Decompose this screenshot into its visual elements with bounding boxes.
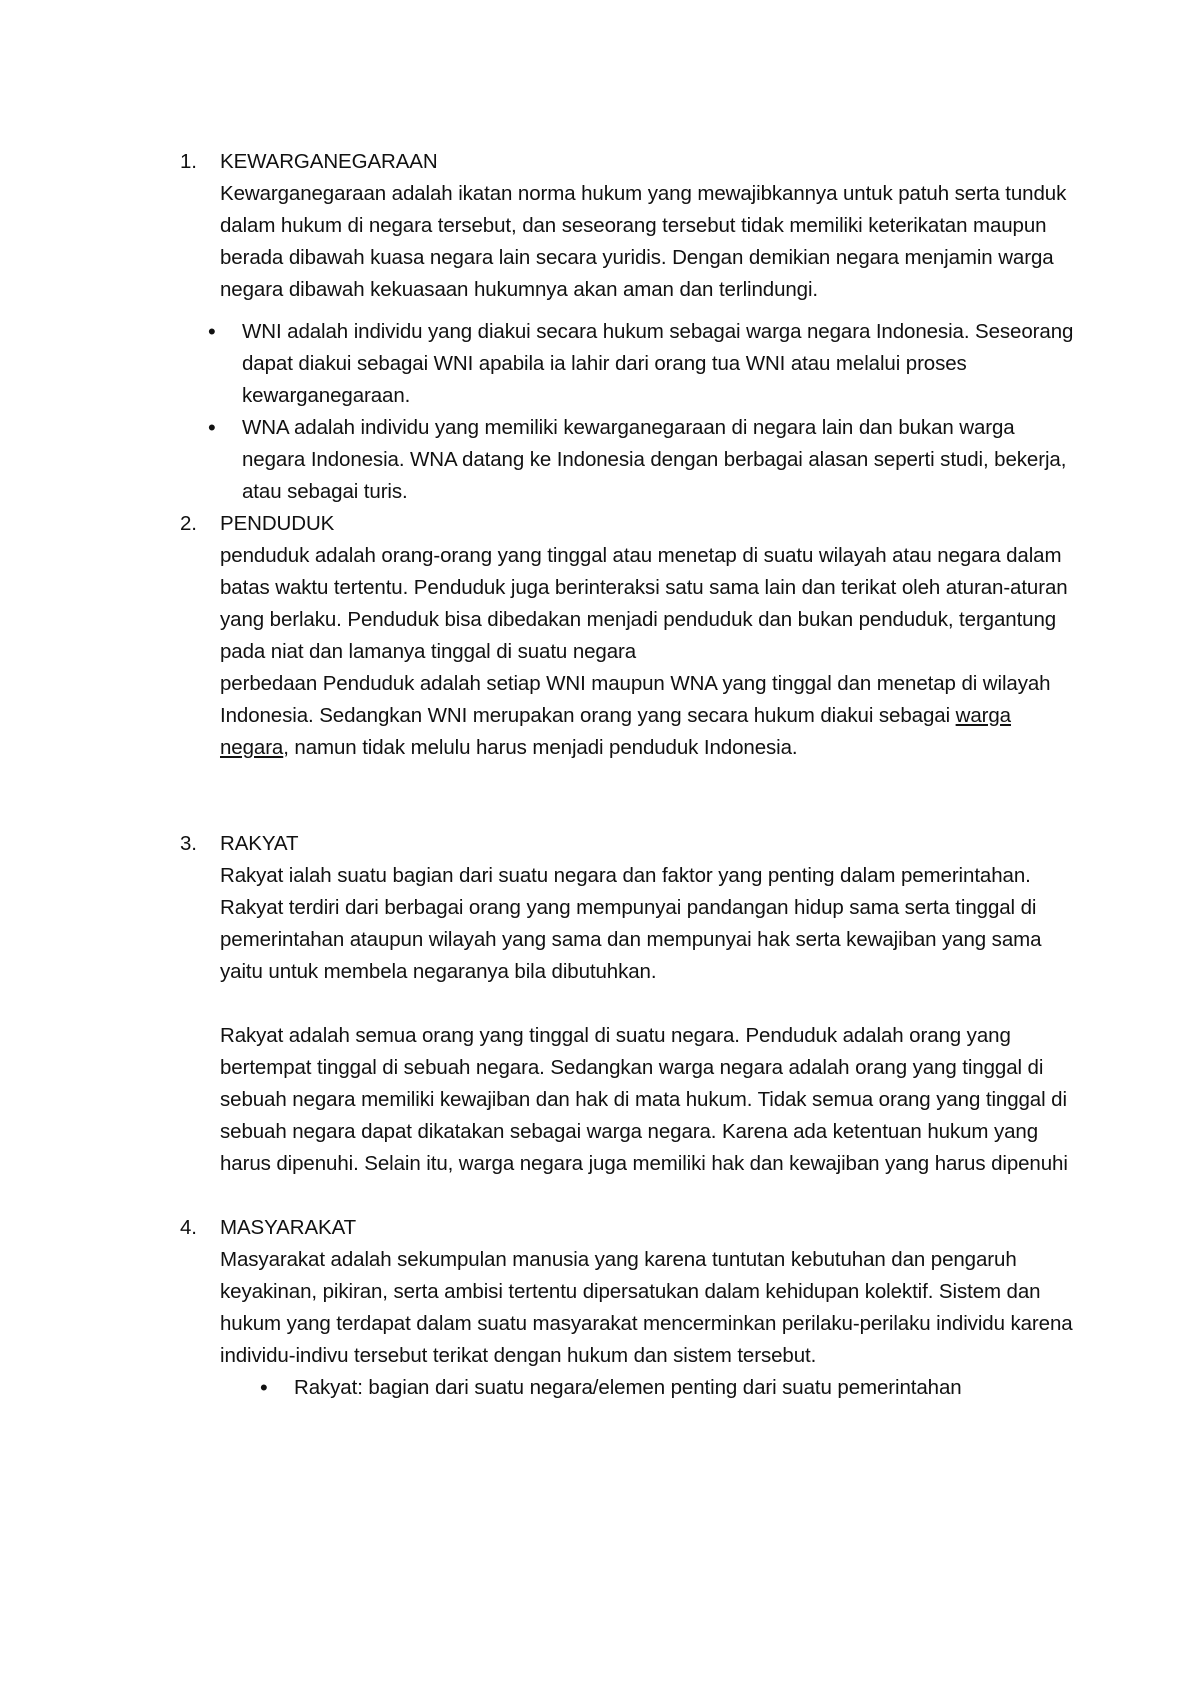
section-paragraph-2 <box>220 668 1080 764</box>
bullet-list <box>208 316 1080 508</box>
list-number: 3. <box>180 832 197 855</box>
list-number: 1. <box>180 150 197 173</box>
section-paragraph: Rakyat ialah suatu bagian dari suatu negara dan faktor yang penting dalam pemerintahan. Rakyat terdiri dari berbagai orang yang mempunyai pandangan hidup sama serta tinggal di pemerintahan ataupun wilayah yang sama dan mempunyai hak serta kewajiban yang sama yaitu untuk membela negaranya bila dibutuhkan. <box>220 864 1042 983</box>
section-heading: PENDUDUK <box>220 512 335 535</box>
spacer <box>220 988 1080 1020</box>
section-rakyat <box>180 828 1080 1180</box>
list-number: 4. <box>180 1216 197 1239</box>
section-heading: RAKYAT <box>220 832 299 855</box>
bullet-item <box>208 412 1080 508</box>
section-paragraph-2: Rakyat adalah semua orang yang tinggal di suatu negara. Penduduk adalah orang yang bertempat tinggal di sebuah negara. Sedangkan warga negara adalah orang yang tinggal di sebuah negara memiliki kewajiban dan hak di mata hukum. Tidak semua orang yang tinggal di sebuah negara dapat dikatakan sebagai warga negara. Karena ada ketentuan hukum yang harus dipenuhi. Selain itu, warga negara juga memiliki hak dan kewajiban yang harus dipenuhi <box>220 1024 1068 1175</box>
section-paragraph: Masyarakat adalah sekumpulan manusia yang karena tuntutan kebutuhan dan pengaruh keyakinan, pikiran, serta ambisi tertentu dipersatukan dalam kehidupan kolektif. Sistem dan hukum yang terdapat dalam suatu masyarakat mencerminkan perilaku-perilaku individu karena individu-indivu tersebut terikat dengan hukum dan sistem tersebut. <box>220 1248 1073 1367</box>
bullet-icon: • <box>208 415 216 440</box>
section-penduduk <box>180 508 1080 764</box>
paragraph-text: , namun tidak melulu harus menjadi penduduk Indonesia. <box>283 736 798 759</box>
spacer <box>180 1180 1080 1212</box>
section-paragraph: penduduk adalah orang-orang yang tinggal atau menetap di suatu wilayah atau negara dalam batas waktu tertentu. Penduduk juga berinteraksi satu sama lain dan terikat oleh aturan-aturan yang berlaku. Penduduk bisa dibedakan menjadi penduduk dan bukan penduduk, tergantung pada niat dan lamanya tinggal di suatu negara <box>220 544 1068 663</box>
spacer <box>180 764 1080 828</box>
bullet-text: WNA adalah individu yang memiliki kewarganegaraan di negara lain dan bukan warga negara Indonesia. WNA datang ke Indonesia dengan berbagai alasan seperti studi, bekerja, atau sebagai turis. <box>242 416 1067 503</box>
bullet-text: WNI adalah individu yang diakui secara hukum sebagai warga negara Indonesia. Seseorang dapat diakui sebagai WNI apabila ia lahir dari orang tua WNI atau melalui proses kewarganegaraan. <box>242 320 1074 407</box>
bullet-item <box>208 316 1080 412</box>
section-heading: KEWARGANEGARAAN <box>220 150 438 173</box>
warga-negara-link[interactable]: warga negara <box>220 704 1011 759</box>
section-kewarganegaraan <box>180 146 1080 508</box>
section-paragraph: Kewarganegaraan adalah ikatan norma hukum yang mewajibkannya untuk patuh serta tunduk dalam hukum di negara tersebut, dan seseorang tersebut tidak memiliki keterikatan maupun berada dibawah kuasa negara lain secara yuridis. Dengan demikian negara menjamin warga negara dibawah kekuasaan hukumnya akan aman dan terlindungi. <box>220 182 1067 301</box>
section-masyarakat <box>180 1212 1080 1404</box>
bullet-icon: • <box>260 1375 268 1400</box>
bullet-item <box>260 1372 1080 1404</box>
document-body <box>180 146 1080 1404</box>
section-heading: MASYARAKAT <box>220 1216 357 1239</box>
bullet-icon: • <box>208 319 216 344</box>
bullet-text: Rakyat: bagian dari suatu negara/elemen penting dari suatu pemerintahan <box>294 1376 962 1399</box>
bullet-list <box>220 1372 1080 1404</box>
list-number: 2. <box>180 512 197 535</box>
paragraph-text: perbedaan Penduduk adalah setiap WNI maupun WNA yang tinggal dan menetap di wilayah Indonesia. Sedangkan WNI merupakan orang yang secara hukum diakui sebagai <box>220 672 1051 727</box>
